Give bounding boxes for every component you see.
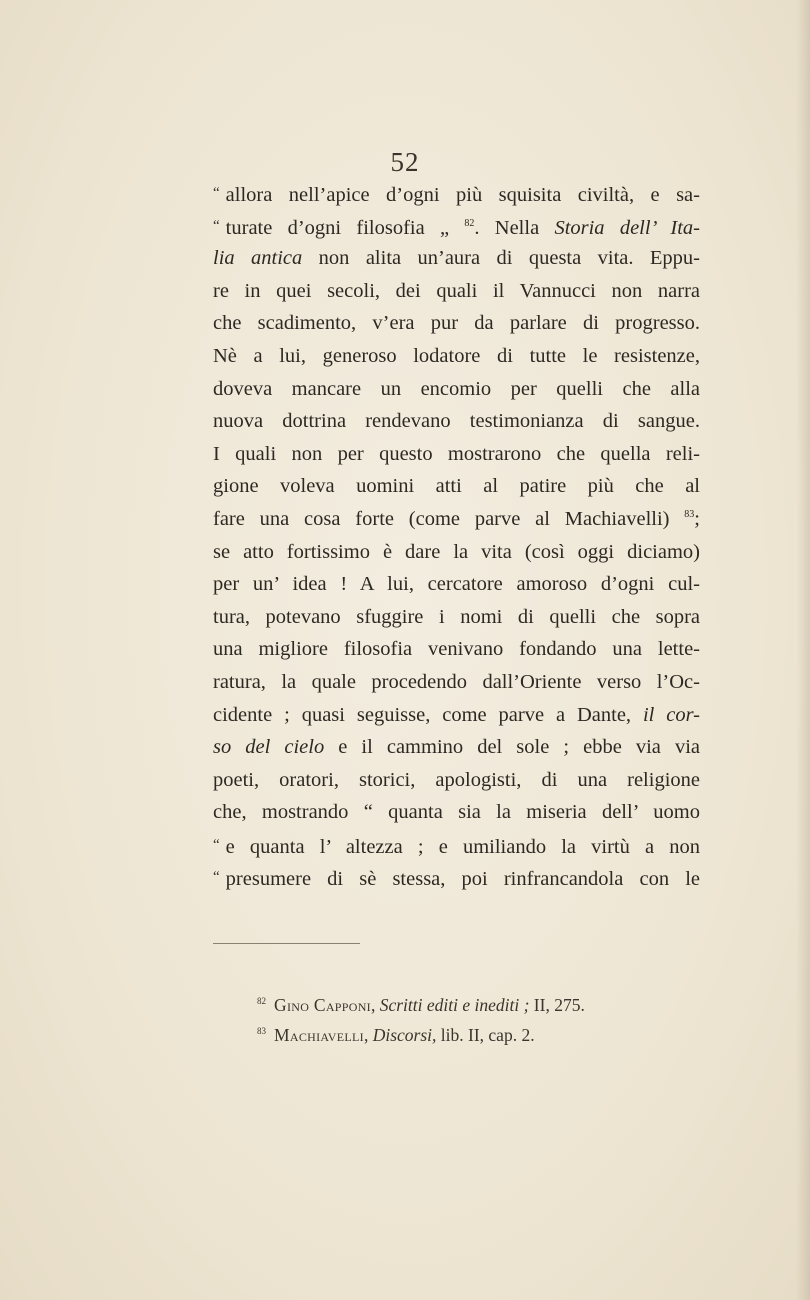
text-line: [213, 275, 700, 308]
text-run: e quanta l’ altezza ; e umiliando la virtù a non: [225, 835, 700, 858]
text-line: [213, 536, 700, 569]
text-line: [213, 177, 700, 210]
footnote-reference: 82: [464, 217, 475, 229]
footnote-title: Discorsi,: [372, 1025, 437, 1045]
text-run: se atto fortissimo è dare la vita (così oggi diciamo): [213, 540, 700, 563]
quote-mark: “: [213, 217, 220, 234]
text-line: [213, 633, 700, 666]
quote-mark: “: [213, 869, 220, 886]
text-line: [213, 438, 700, 471]
text-line: [213, 340, 700, 373]
page-number: 52: [390, 147, 420, 177]
text-run: presumere di sè stessa, poi rinfrancandola con le: [225, 868, 700, 891]
text-run: doveva mancare un encomio per quelli che alla: [213, 377, 700, 400]
text-line: [213, 829, 700, 862]
text-line: [213, 666, 700, 699]
italic-text: lia antica: [213, 247, 303, 270]
text-run: ratura, la quale procedendo dall’Oriente verso l’Oc-: [213, 670, 700, 693]
text-run: gione voleva uomini atti al patire più che al: [213, 475, 700, 498]
text-run: Nè a lui, generoso lodatore di tutte le resistenze,: [213, 344, 700, 367]
text-line: [213, 307, 700, 340]
quote-mark: “: [213, 185, 220, 201]
text-line: [213, 699, 700, 732]
text-run: poeti, oratori, storici, apologisti, di una religione: [213, 768, 700, 791]
footnote: [257, 1020, 717, 1050]
text-line: [213, 405, 700, 438]
text-run: allora nell’apice d’ogni più squisita civiltà, e sa-: [225, 184, 700, 206]
footnote-reference-detail: lib. II, cap. 2.: [436, 1025, 535, 1045]
body-text: [213, 177, 700, 894]
text-line: [213, 568, 700, 601]
text-run: cidente ; quasi seguisse, come parve a Dante,: [213, 703, 643, 726]
text-line: [213, 470, 700, 503]
text-run: ;: [694, 507, 700, 530]
text-line: [213, 210, 700, 243]
footnote: [257, 990, 717, 1020]
text-line: [213, 373, 700, 406]
footnotes: [257, 990, 717, 1050]
footnote-reference: 83: [684, 508, 695, 520]
text-run: tura, potevano sfuggire i nomi di quelli che sopra: [213, 605, 700, 628]
footnote-title: Scritti editi e inediti ;: [379, 995, 530, 1015]
footnote-number: 83: [257, 1026, 266, 1036]
quote-mark: “: [213, 836, 220, 853]
text-line: [213, 861, 700, 894]
text-line: [213, 796, 700, 829]
text-run: re in quei secoli, dei quali il Vannucci non narra: [213, 279, 700, 302]
footnote-reference-detail: II, 275.: [529, 995, 585, 1015]
text-line: [213, 764, 700, 797]
italic-text: Storia dell’ Ita-: [554, 216, 700, 239]
italic-text: so del cielo: [213, 736, 325, 759]
text-run: nuova dottrina rendevano testimonianza di sangue.: [213, 410, 700, 433]
text-run: e il cammino del sole ; ebbe via via: [324, 736, 700, 759]
text-line: [213, 731, 700, 764]
text-run: I quali non per questo mostrarono che quella reli-: [213, 442, 700, 465]
italic-text: il cor-: [642, 703, 700, 726]
text-line: [213, 242, 700, 275]
page-edge-shadow: [796, 0, 810, 1300]
footnote-separator: ,: [370, 995, 380, 1015]
footnote-author: Gino Capponi: [274, 995, 371, 1015]
text-run: per un’ idea ! A lui, cercatore amoroso d’ogni cul-: [213, 573, 700, 596]
footnote-separator: ,: [363, 1025, 373, 1045]
text-run: una migliore filosofia venivano fondando una lette-: [213, 638, 700, 661]
text-run: fare una cosa forte (come parve al Machiavelli): [213, 507, 685, 530]
text-run: che scadimento, v’era pur da parlare di progresso.: [213, 312, 700, 335]
text-run: turate d’ogni filosofia „: [225, 216, 465, 239]
footnote-author: Machiavelli: [274, 1025, 364, 1045]
text-run: non alita un’aura di questa vita. Eppu-: [302, 247, 700, 270]
footnote-divider: [213, 943, 360, 944]
footnote-number: 82: [257, 996, 266, 1006]
text-run: che, mostrando “ quanta sia la miseria dell’ uomo: [213, 801, 700, 824]
text-run: . Nella: [474, 216, 555, 239]
text-line: [213, 601, 700, 634]
text-line: [213, 503, 700, 536]
